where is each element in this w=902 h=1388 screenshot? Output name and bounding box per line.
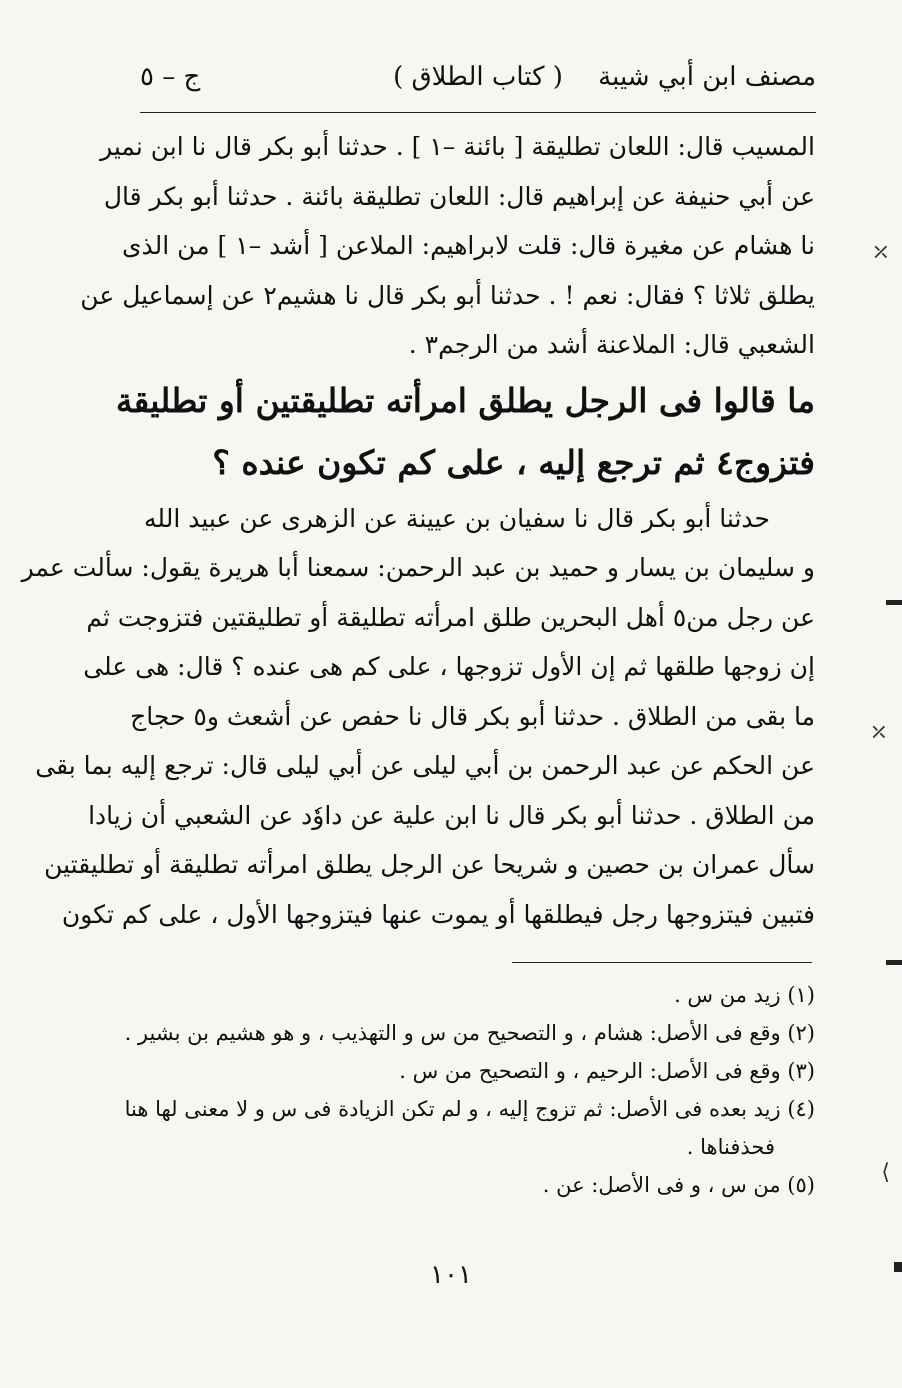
paragraph-1	[80, 122, 815, 370]
footnotes	[124, 976, 815, 1204]
text-line: يطلق ثلاثا ؟ فقال: نعم ! . حدثنا أبو بكر قال نا هشيم٢ عن إسماعيل عن	[80, 280, 815, 310]
section-title: ( كتاب الطلاق )	[393, 62, 563, 92]
heading-line: فتزوج٤ ثم ترجع إليه ، على كم تكون عنده ؟	[212, 442, 815, 482]
text-line: عن رجل من٥ أهل البحرين طلق امرأته تطليقة أو تطليقتين فتزوجت ثم	[86, 602, 815, 632]
text-line: ما بقى من الطلاق . حدثنا أبو بكر قال نا حفص عن أشعث و٥ حجاج	[130, 701, 815, 731]
header-rule	[140, 112, 816, 113]
text-line: من الطلاق . حدثنا أبو بكر قال نا ابن علية عن داوٗد عن الشعبي أن زيادا	[88, 800, 815, 830]
text-line: إن زوجها طلقها ثم إن الأول تزوجها ، على كم هى عنده ؟ قال: هى على	[83, 652, 815, 681]
footnote-2: (٢) وقع فى الأصل: هشام ، و التصحيح من س و التهذيب ، و هو هشيم بن بشير .	[124, 1021, 815, 1045]
text-line: الشعبي قال: الملاعنة أشد من الرجم٣ .	[408, 330, 815, 359]
margin-mark-icon: ⟨	[881, 1160, 890, 1185]
edge-mark	[886, 960, 902, 965]
text-line: و سليمان بن يسار و حميد بن عبد الرحمن: سمعنا أبا هريرة يقول: سألت عمر	[21, 553, 815, 582]
footnote-1: (١) زيد من س .	[674, 983, 815, 1007]
text-line: المسيب قال: اللعان تطليقة [ بائنة –١ ] . حدثنا أبو بكر قال نا ابن نمير	[100, 132, 815, 161]
edge-mark	[894, 1262, 902, 1272]
main-text	[21, 122, 815, 939]
running-head	[140, 62, 816, 102]
footnote-4-continued: فحذفناها .	[686, 1135, 775, 1159]
footnote-5: (٥) من س ، و فى الأصل: عن .	[542, 1173, 815, 1197]
text-line: سأل عمران بن حصين و شريحا عن الرجل يطلق امرأته تطليقة أو تطليقتين	[44, 850, 815, 879]
chapter-heading	[115, 370, 815, 494]
volume-number: ج – ٥	[140, 62, 201, 92]
heading-line: ما قالوا فى الرجل يطلق امرأته تطليقتين أو تطليقة	[115, 380, 815, 420]
footnote-4: (٤) زيد بعده فى الأصل: ثم تزوج إليه ، و لم تكن الزيادة فى س و لا معنى لها هنا	[124, 1097, 815, 1121]
text-line: نا هشام عن مغيرة قال: قلت لابراهيم: الملاعن [ أشد –١ ] من الذى	[121, 231, 815, 260]
footnote-rule	[512, 962, 812, 963]
footnote-3: (٣) وقع فى الأصل: الرحيم ، و التصحيح من س .	[399, 1059, 815, 1083]
text-line: فتبين فيتزوجها رجل فيطلقها أو يموت عنها فيتزوجها الأول ، على كم تكون	[61, 899, 815, 929]
margin-mark-icon: ⤫	[869, 720, 888, 745]
paragraph-2	[21, 494, 815, 940]
book-title: مصنف ابن أبي شيبة	[598, 62, 816, 92]
page-number: ١٠١	[430, 1260, 472, 1290]
text-line: عن الحكم عن عبد الرحمن بن أبي ليلى عن أبي ليلى قال: ترجع إليه بما بقى	[35, 751, 815, 780]
text-line: حدثنا أبو بكر قال نا سفيان بن عيينة عن الزهرى عن عبيد الله	[144, 503, 770, 533]
text-line: عن أبي حنيفة عن إبراهيم قال: اللعان تطليقة بائنة . حدثنا أبو بكر قال	[103, 181, 815, 211]
margin-mark-icon: ⤫	[871, 240, 890, 265]
edge-mark	[886, 600, 902, 605]
